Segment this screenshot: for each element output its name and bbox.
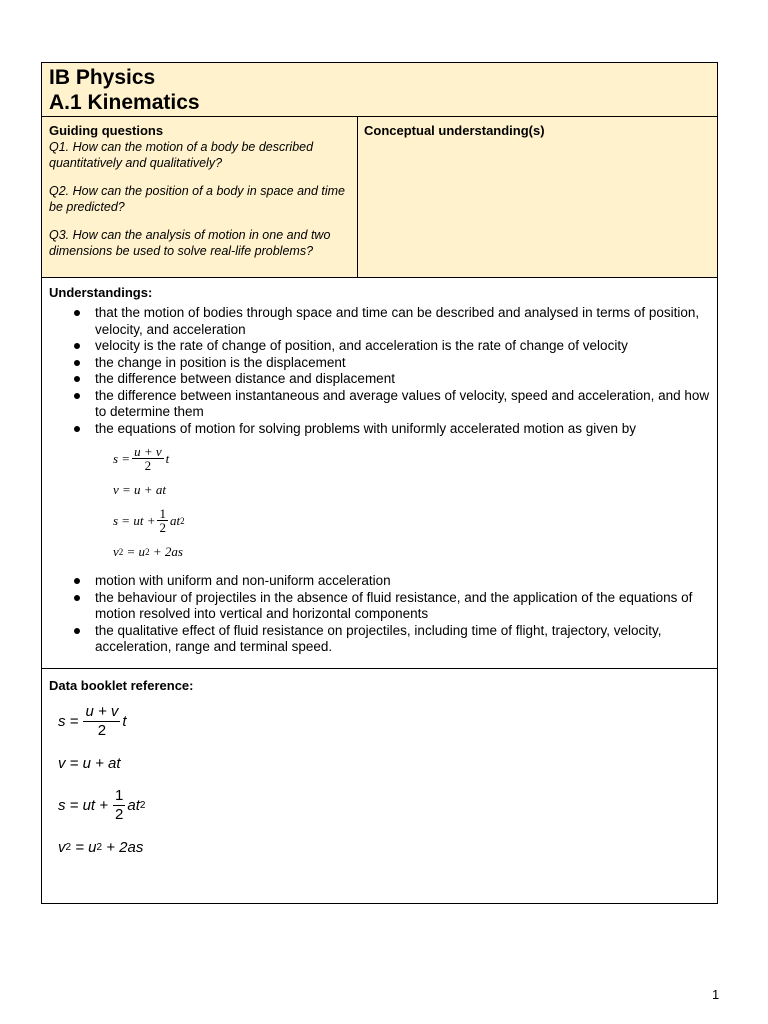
bullet-icon bbox=[74, 426, 80, 432]
guiding-question-1: Q1. How can the motion of a body be described quantitatively and qualitatively? bbox=[49, 140, 314, 170]
booklet-equation-displacement-average: s = $\frac{u + v}{2}$ t bbox=[58, 702, 127, 739]
guiding-questions-cell bbox=[42, 117, 358, 277]
bullet-icon bbox=[74, 578, 80, 584]
list-item: that the motion of bodies through space and time can be described and analysed in terms of position, velocity, and acceleration bbox=[49, 305, 710, 338]
guiding-question-3: Q3. How can the analysis of motion in one and two dimensions be used to solve real-life problems? bbox=[49, 228, 331, 258]
understandings-heading: Understandings: bbox=[49, 285, 153, 300]
understandings-list-continued bbox=[49, 573, 710, 656]
list-item: the behaviour of projectiles in the absence of fluid resistance, and the application of the equations of motion resolved into vertical and horizontal components bbox=[49, 590, 710, 623]
header bbox=[42, 63, 717, 117]
equation-velocity: v = u + at bbox=[113, 481, 166, 497]
page-number: 1 bbox=[712, 987, 720, 1002]
equation-displacement-time: s = ut + $\frac{1}{2}$ at 2 bbox=[113, 506, 185, 535]
guiding-row bbox=[42, 117, 717, 278]
bullet-icon bbox=[74, 376, 80, 382]
list-item: the change in position is the displacement bbox=[49, 355, 710, 372]
conceptual-understanding-heading: Conceptual understanding(s) bbox=[364, 123, 545, 138]
bullet-icon bbox=[74, 310, 80, 316]
equation-velocity-squared: v 2 = u 2 + 2as bbox=[113, 543, 183, 559]
equations-of-motion bbox=[113, 443, 710, 567]
booklet-equation-displacement-time: s = ut + $\frac{1}{2}$ at 2 bbox=[58, 786, 146, 823]
data-booklet-section bbox=[42, 669, 717, 903]
bullet-icon bbox=[74, 343, 80, 349]
bullet-icon bbox=[74, 628, 80, 634]
bullet-icon bbox=[74, 595, 80, 601]
guiding-question-2: Q2. How can the position of a body in space and time be predicted? bbox=[49, 184, 346, 214]
equation-displacement-average: s = $\frac{u + v}{2}$ t bbox=[113, 444, 170, 473]
kinematics-sheet bbox=[41, 62, 718, 904]
data-booklet-heading: Data booklet reference: bbox=[49, 678, 194, 693]
booklet-equation-velocity-squared: v 2 = u 2 + 2as bbox=[58, 838, 144, 856]
list-item: the difference between instantaneous and average values of velocity, speed and acceleration, and how to determine them bbox=[49, 388, 710, 421]
topic-title: A.1 Kinematics bbox=[49, 91, 200, 114]
list-item: motion with uniform and non-uniform acceleration bbox=[49, 573, 710, 590]
bullet-icon bbox=[74, 360, 80, 366]
guiding-questions-heading: Guiding questions bbox=[49, 123, 164, 138]
list-item: the qualitative effect of fluid resistance on projectiles, including time of flight, trajectory, velocity, acceleration, range and terminal speed. bbox=[49, 623, 710, 656]
bullet-icon bbox=[74, 393, 80, 399]
course-title: IB Physics bbox=[49, 66, 156, 89]
booklet-equation-velocity: v = u + at bbox=[58, 754, 121, 772]
list-item: velocity is the rate of change of position, and acceleration is the rate of change of velocity bbox=[49, 338, 710, 355]
data-booklet-equations bbox=[58, 700, 710, 868]
conceptual-understanding-cell bbox=[358, 117, 717, 277]
list-item: the difference between distance and displacement bbox=[49, 371, 710, 388]
understandings-section bbox=[42, 278, 717, 669]
understandings-list bbox=[49, 305, 710, 437]
list-item: the equations of motion for solving problems with uniformly accelerated motion as given by bbox=[49, 421, 710, 438]
